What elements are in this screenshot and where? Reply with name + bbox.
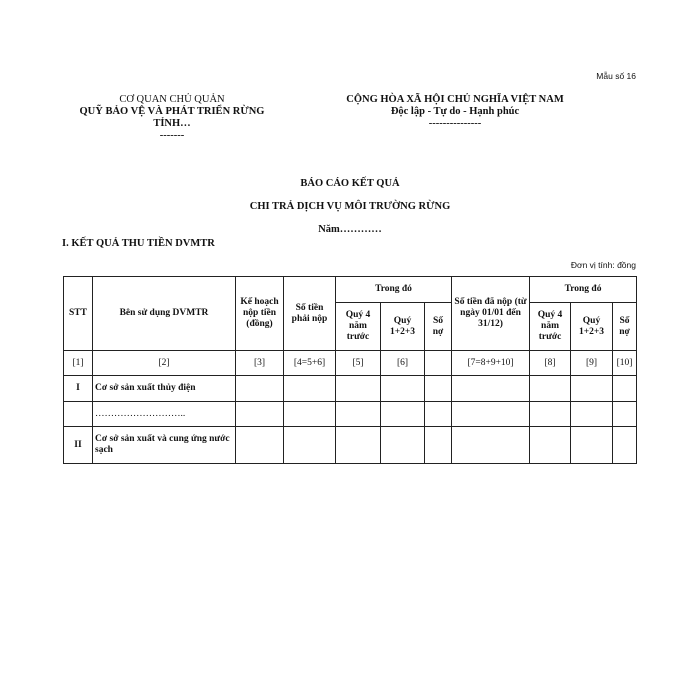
empty-cell (381, 376, 425, 402)
header-q4-1: Quý 4 năm trước (336, 303, 381, 351)
index-cell: [9] (571, 351, 613, 376)
empty-cell (381, 402, 425, 427)
row-name: Cơ sở sản xuất và cung ứng nước sạch (93, 427, 236, 464)
section-title: I. KẾT QUẢ THU TIỀN DVMTR (62, 238, 215, 249)
empty-cell (236, 402, 284, 427)
empty-cell (530, 427, 571, 464)
index-cell: [1] (64, 351, 93, 376)
empty-cell (336, 376, 381, 402)
empty-cell (452, 427, 530, 464)
empty-cell (284, 402, 336, 427)
header-stt: STT (64, 277, 93, 351)
empty-cell (284, 376, 336, 402)
index-cell: [7=8+9+10] (452, 351, 530, 376)
agency-line-3: TỈNH… (153, 118, 191, 129)
empty-cell (336, 402, 381, 427)
row-name: Cơ sở sản xuất thủy điện (93, 376, 236, 402)
header-q4-2: Quý 4 năm trước (530, 303, 571, 351)
report-title (0, 178, 700, 247)
empty-cell (613, 376, 637, 402)
national-title: CỘNG HÒA XÃ HỘI CHỦ NGHĨA VIỆT NAM (346, 94, 564, 105)
empty-cell (425, 427, 452, 464)
unit-note: Đơn vị tính: đồng (570, 260, 636, 270)
empty-cell (284, 427, 336, 464)
header-q123-1: Quý 1+2+3 (381, 303, 425, 351)
empty-cell (336, 427, 381, 464)
national-divider: --------------- (428, 118, 482, 129)
national-motto: Độc lập - Tự do - Hạnh phúc (390, 106, 520, 117)
index-cell: [10] (613, 351, 637, 376)
empty-cell (452, 402, 530, 427)
index-cell (425, 351, 452, 376)
empty-cell (236, 376, 284, 402)
empty-cell (571, 402, 613, 427)
empty-cell (530, 402, 571, 427)
row-stt: II (64, 427, 93, 464)
agency-divider: ------- (159, 130, 185, 141)
header-user: Bên sử dụng DVMTR (93, 277, 236, 351)
report-table (63, 276, 637, 464)
index-cell: [2] (93, 351, 236, 376)
header-debt-1: Số nợ (425, 303, 452, 351)
agency-line-1: CƠ QUAN CHỦ QUẢN (119, 94, 225, 105)
row-stt (64, 402, 93, 427)
empty-cell (613, 427, 637, 464)
header-debt-2: Số nợ (613, 303, 637, 351)
header-q123-2: Quý 1+2+3 (571, 303, 613, 351)
empty-cell (571, 376, 613, 402)
report-title-line-1: BÁO CÁO KẾT QUẢ (300, 178, 400, 189)
empty-cell (571, 427, 613, 464)
table-row (64, 402, 637, 427)
index-cell: [8] (530, 351, 571, 376)
empty-cell (236, 427, 284, 464)
report-title-line-2: CHI TRẢ DỊCH VỤ MÔI TRƯỜNG RỪNG (249, 201, 451, 212)
table-row (64, 427, 637, 464)
row-stt: I (64, 376, 93, 402)
index-cell: [3] (236, 351, 284, 376)
row-name: ……………………….. (93, 402, 236, 427)
header-payable: Số tiền phải nộp (284, 277, 336, 351)
index-cell: [4=5+6] (284, 351, 336, 376)
report-title-year: Năm………… (318, 224, 382, 235)
empty-cell (381, 427, 425, 464)
index-row (64, 351, 637, 376)
index-cell: [5] (336, 351, 381, 376)
index-cell: [6] (381, 351, 425, 376)
agency-line-2: QUỸ BẢO VỆ VÀ PHÁT TRIỂN RỪNG (79, 106, 265, 117)
empty-cell (613, 402, 637, 427)
header-trong-do-2: Trong đó (530, 277, 637, 303)
header-trong-do-1: Trong đó (336, 277, 452, 303)
empty-cell (452, 376, 530, 402)
header-paid: Số tiền đã nộp (từ ngày 01/01 đến 31/12) (452, 277, 530, 351)
empty-cell (530, 376, 571, 402)
national-header (330, 94, 580, 130)
empty-cell (425, 376, 452, 402)
agency-header (62, 94, 282, 142)
empty-cell (425, 402, 452, 427)
header-plan: Kế hoạch nộp tiền (đồng) (236, 277, 284, 351)
header-row-1 (64, 277, 637, 303)
form-number: Mẫu số 16 (596, 71, 636, 81)
table-row (64, 376, 637, 402)
